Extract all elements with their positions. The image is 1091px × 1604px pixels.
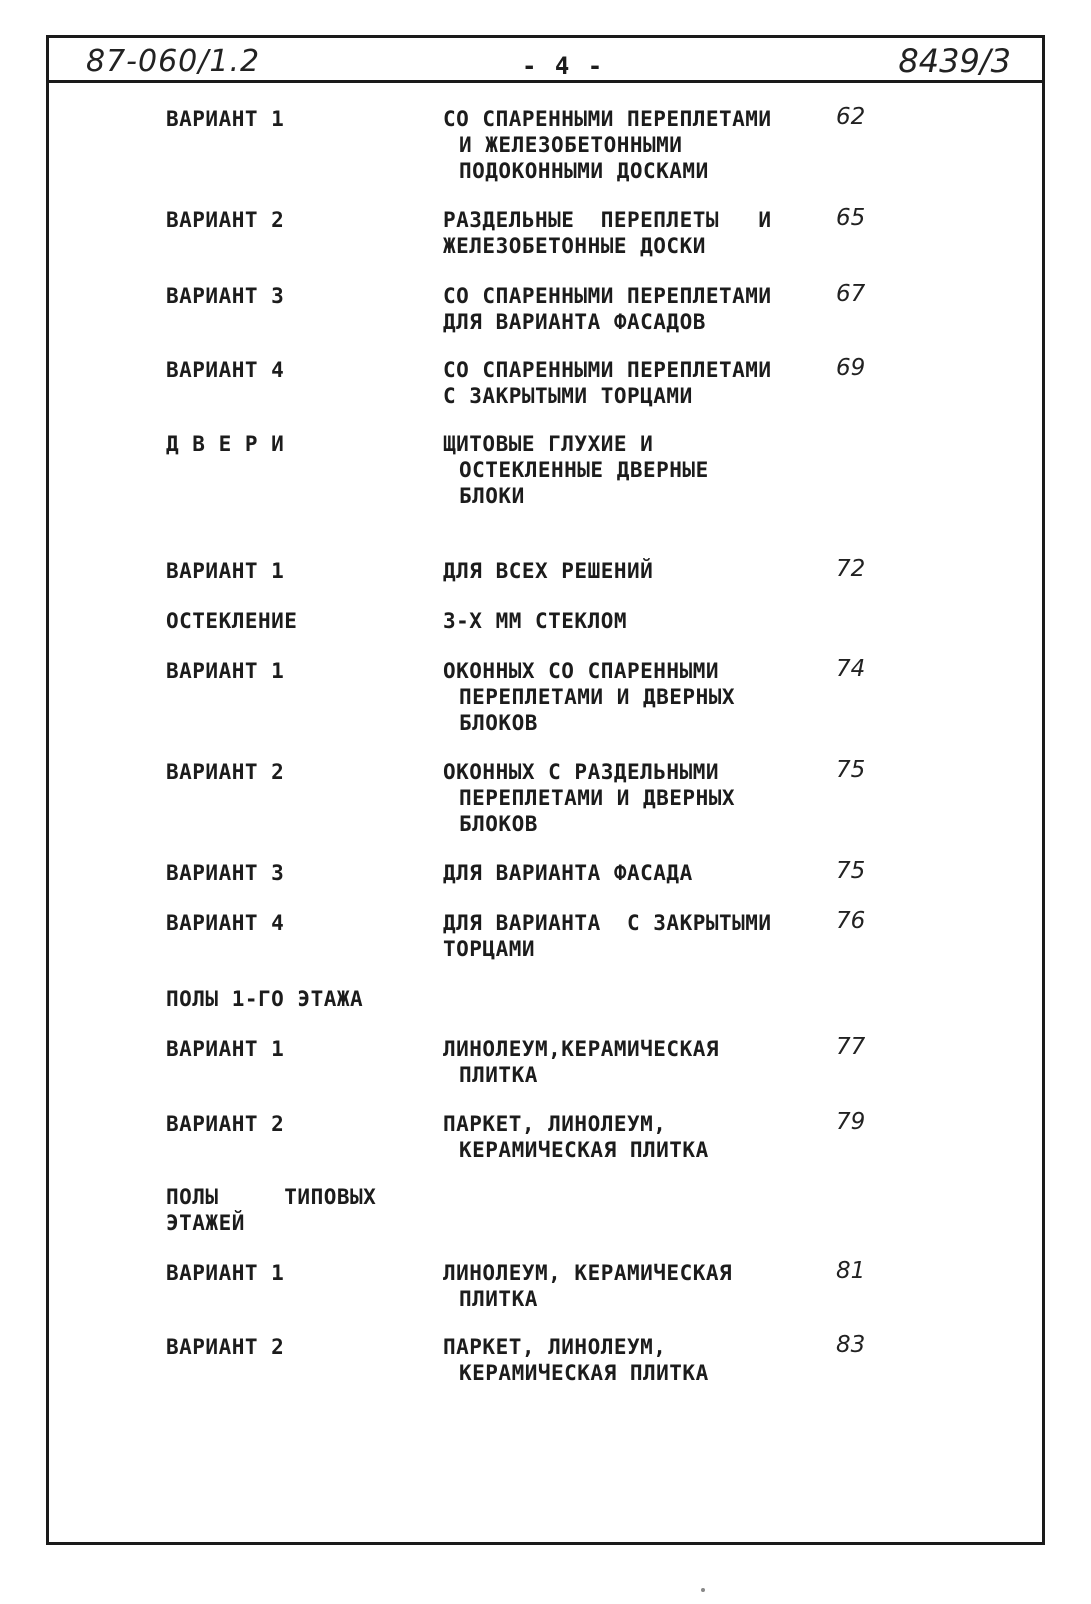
entry-description-line: С ЗАКРЫТЫМИ ТОРЦАМИ (443, 384, 693, 408)
entry-label: ВАРИАНТ 3 (166, 861, 285, 885)
entry-page-number: 65 (836, 205, 866, 231)
entry-label: ПОЛЫ 1-ГО ЭТАЖА (166, 987, 364, 1011)
entry-page-number: 62 (836, 104, 866, 130)
entry-page-number: 74 (836, 656, 866, 682)
entry-description (443, 357, 772, 409)
entry-description-line: КЕРАМИЧЕСКАЯ ПЛИТКА (459, 1138, 709, 1162)
entry-description (443, 1260, 732, 1312)
sheet-code: 8439/3 (898, 42, 1011, 80)
entry-label: ПОЛЫ ТИПОВЫХ ЭТАЖЕЙ (166, 1185, 377, 1235)
entry-description (443, 860, 693, 886)
entry-label: ВАРИАНТ 4 (166, 911, 285, 935)
entry-description (443, 1036, 719, 1088)
entry-page-number: 75 (836, 858, 866, 884)
entry-description-line: ПЛИТКА (459, 1063, 538, 1087)
entry-description-line: ОСТЕКЛЕННЫЕ ДВЕРНЫЕ (459, 458, 709, 482)
entry-description-line: ЛИНОЛЕУМ,КЕРАМИЧЕСКАЯ (443, 1037, 720, 1061)
entry-page-number: 81 (836, 1258, 866, 1284)
entry-description-line: ОКОННЫХ СО СПАРЕННЫМИ (443, 659, 720, 683)
entry-description (443, 106, 772, 184)
scan-speck (701, 1588, 705, 1592)
entry-description-line: СО СПАРЕННЫМИ ПЕРЕПЛЕТАМИ (443, 358, 772, 382)
entry-label: ВАРИАНТ 1 (166, 559, 285, 583)
entry-description (443, 283, 772, 335)
entry-description-line: ПАРКЕТ, ЛИНОЛЕУМ, (443, 1335, 667, 1359)
entry-description-line: БЛОКИ (459, 484, 525, 508)
header-divider (46, 80, 1045, 83)
entry-description-line: БЛОКОВ (459, 812, 538, 836)
entry-page-number: 76 (836, 908, 866, 934)
entry-page-number: 69 (836, 355, 866, 381)
entry-label: Д В Е Р И (166, 432, 285, 456)
entry-label: ВАРИАНТ 2 (166, 1112, 285, 1136)
entry-description-line: И ЖЕЛЕЗОБЕТОННЫМИ (459, 133, 683, 157)
entry-page-number: 79 (836, 1109, 866, 1135)
document-code: 87-060/1.2 (86, 44, 261, 79)
entry-description-line: ПЛИТКА (459, 1287, 538, 1311)
entry-description-line: ДЛЯ ВАРИАНТА ФАСАДА (443, 861, 693, 885)
entry-description-line: ЩИТОВЫЕ ГЛУХИЕ И (443, 432, 654, 456)
entry-description-line: ДЛЯ ВСЕХ РЕШЕНИЙ (443, 559, 654, 583)
entry-label: ВАРИАНТ 1 (166, 659, 285, 683)
entry-label: ВАРИАНТ 1 (166, 107, 285, 131)
entry-description (443, 207, 772, 259)
entry-page-number: 77 (836, 1034, 866, 1060)
entry-description-line: ДЛЯ ВАРИАНТА С ЗАКРЫТЫМИ (443, 911, 772, 935)
entry-label: ВАРИАНТ 3 (166, 284, 285, 308)
entry-description-line: ДЛЯ ВАРИАНТА ФАСАДОВ (443, 310, 706, 334)
entry-label: ВАРИАНТ 1 (166, 1037, 285, 1061)
entry-description-line: ПЕРЕПЛЕТАМИ И ДВЕРНЫХ (459, 685, 736, 709)
entry-description-line: ПОДОКОННЫМИ ДОСКАМИ (459, 159, 709, 183)
entry-description-line: ЖЕЛЕЗОБЕТОННЫЕ ДОСКИ (443, 234, 706, 258)
entry-description-line: БЛОКОВ (459, 711, 538, 735)
entry-description-line: СО СПАРЕННЫМИ ПЕРЕПЛЕТАМИ (443, 107, 772, 131)
entry-description-line: ПАРКЕТ, ЛИНОЛЕУМ, (443, 1112, 667, 1136)
entry-label: ВАРИАНТ 1 (166, 1261, 285, 1285)
entry-description (443, 759, 735, 837)
entry-description (443, 558, 653, 584)
entry-description-line: КЕРАМИЧЕСКАЯ ПЛИТКА (459, 1361, 709, 1385)
entry-description (443, 1111, 709, 1163)
entry-page-number: 75 (836, 757, 866, 783)
entry-description-line: ПЕРЕПЛЕТАМИ И ДВЕРНЫХ (459, 786, 736, 810)
entry-page-number: 72 (836, 556, 866, 582)
entry-page-number: 83 (836, 1332, 866, 1358)
entry-label: ВАРИАНТ 2 (166, 208, 285, 232)
entry-description-line: ЛИНОЛЕУМ, КЕРАМИЧЕСКАЯ (443, 1261, 733, 1285)
entry-description (443, 658, 735, 736)
entry-description (443, 910, 772, 962)
entry-description-line: СО СПАРЕННЫМИ ПЕРЕПЛЕТАМИ (443, 284, 772, 308)
entry-label: ВАРИАНТ 4 (166, 358, 285, 382)
entry-page-number: 67 (836, 281, 866, 307)
entry-description (443, 431, 709, 509)
entry-description (443, 1334, 709, 1386)
entry-description-line: 3-Х ММ СТЕКЛОМ (443, 609, 628, 633)
entry-description-line: РАЗДЕЛЬНЫЕ ПЕРЕПЛЕТЫ И (443, 208, 772, 232)
entry-description (443, 608, 627, 634)
page-number: - 4 - (522, 52, 605, 80)
entry-label: ВАРИАНТ 2 (166, 760, 285, 784)
entry-description-line: ОКОННЫХ С РАЗДЕЛЬНЫМИ (443, 760, 720, 784)
entry-description-line: ТОРЦАМИ (443, 937, 536, 961)
entry-label: ВАРИАНТ 2 (166, 1335, 285, 1359)
entry-label: ОСТЕКЛЕНИЕ (166, 609, 298, 633)
